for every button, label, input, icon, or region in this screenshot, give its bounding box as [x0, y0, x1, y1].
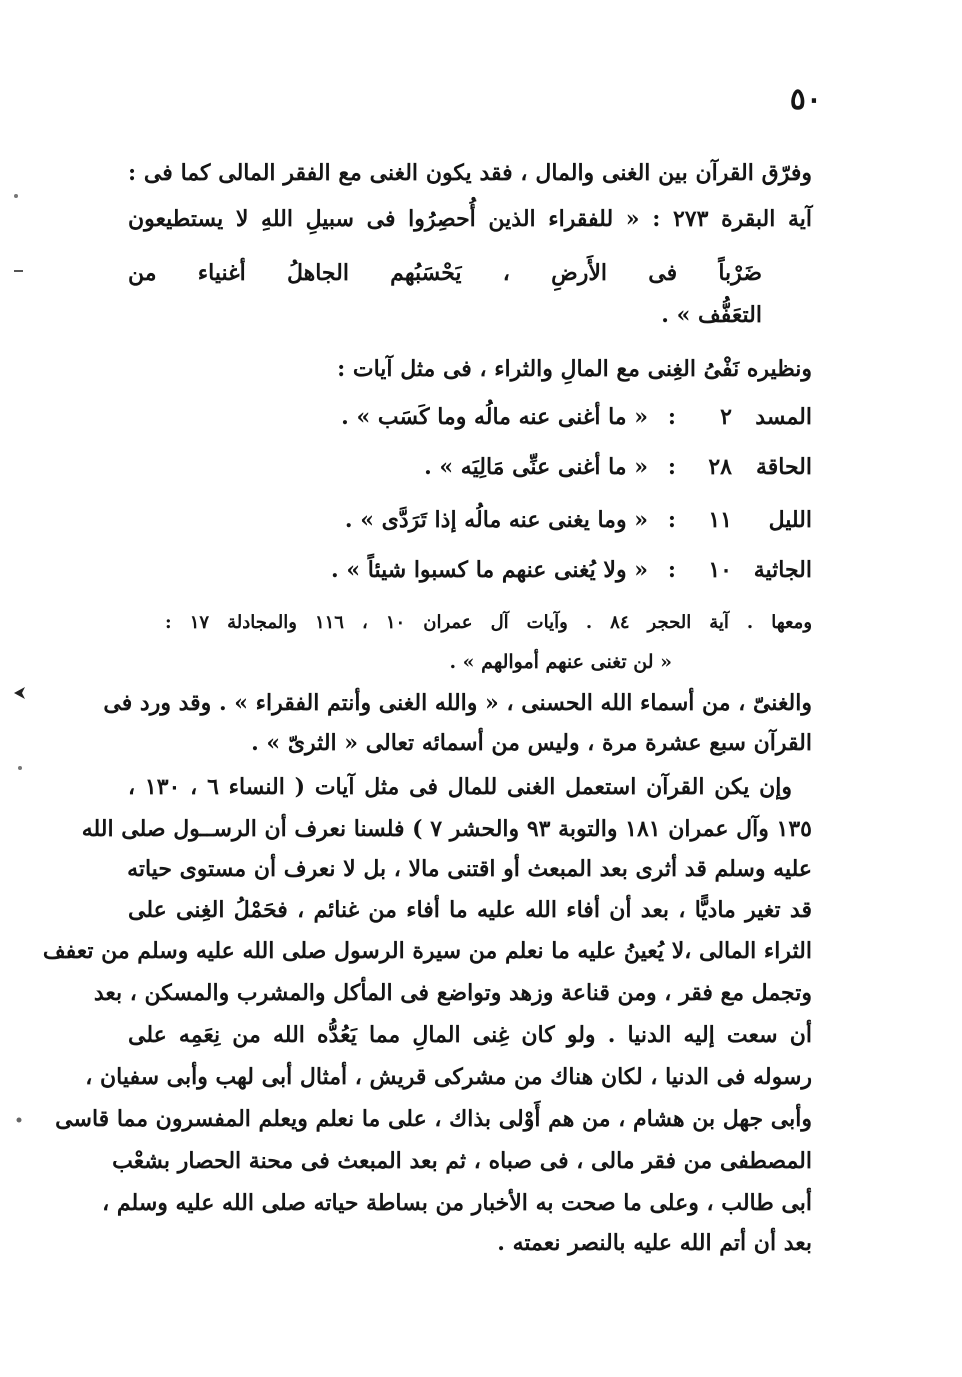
verse-text: « ما أغنى عنه مالُه وما كَسَب » .	[341, 404, 648, 430]
text-line-2: آية البقرة ٢٧٣ : « للفقراء الذين أُحصِرُوا فى سبيلِ اللهِ لا يستطيعون	[128, 206, 812, 232]
verse-row-layl	[172, 503, 812, 543]
verse-row-jathiya	[172, 553, 812, 593]
text-line-11: ١٣٥ وآل عمران ١٨١ والتوبة ٩٣ والحشر ٧ ) فلسنا نعرف أن الرســول صلى الله	[81, 816, 812, 842]
text-line-17: رسوله فى الدنيا ، لكان هناك من مشركى قريش ، أمثال أبى لهب وأبى سفيان ،	[85, 1064, 812, 1090]
text-line-12: عليه وسلم قد أثرى بعد المبعث أو اقتنى مالا ، بل لا نعرف أن مستوى حياته	[127, 856, 812, 882]
verse-text: « ولا يُغنى عنهم ما كسبوا شيئاً » .	[331, 557, 648, 583]
verse-text: « وما يغنى عنه مالُه إذا تَرَدَّى » .	[344, 507, 648, 533]
text-line-5: ونظيره نَفْىُ الغِنى مع المالِ والثراء ، فى مثل آيات :	[337, 356, 812, 382]
verse-number: ٢	[720, 404, 732, 430]
text-line-13: قد تغير ماديًّا ، بعد أن أفاء الله عليه ما أفاء من غنائم ، فحَمْلُ الغِنى على	[128, 897, 812, 923]
text-line-18: وأبى جهل بن هشام ، من هم أَوْلى بذاك ، على ما نعلم ويعلم المفسرون مما قاسى	[55, 1106, 812, 1132]
verse-number: ١١	[708, 507, 732, 533]
verse-text: « ما أغنى عنِّى مَالِيَه » .	[424, 454, 648, 480]
margin-speck-icon	[14, 1114, 24, 1126]
text-line-7: « لن تغنى عنهم أموالهم » .	[449, 651, 672, 673]
text-line-19: المصطفى من فقر مالى ، فى صباه ، ثم بعد المبعث فى محنة الحصار بشعْب	[112, 1148, 812, 1174]
verse-number: ٢٨	[708, 454, 732, 480]
margin-speck-icon	[12, 192, 22, 200]
verse-row-masad	[172, 400, 812, 440]
margin-dash-icon	[14, 268, 24, 274]
text-line-15: وتجمل مع فقر ، ومن قناعة وزهد وتواضع فى المأكل والمشرب والمسكن ، بعد	[93, 980, 812, 1006]
text-line-21: بعد أن أتم الله عليه بالنصر نعمته .	[497, 1230, 812, 1256]
verse-number: ١٠	[708, 557, 732, 583]
text-line-10: وإن يكن القرآن استعمل الغنى للمال فى مثل آيات ( النساء ٦ ، ١٣٠ ،	[128, 774, 793, 800]
verse-row-haqqa	[172, 450, 812, 490]
text-line-8: والغنىّ ، من أسماء الله الحسنى ، « والله الغنى وأنتم الفقراء » . وقد ورد فى	[103, 690, 812, 716]
text-line-16: أن سعت إليه الدنيا . ولو كان غِنى المالِ مما يَعُدُّه الله من نِعَمِه على	[128, 1022, 812, 1048]
quran-quote-line-2: التعَفُّف » .	[661, 302, 762, 328]
margin-arrow-icon	[12, 685, 26, 701]
page-number: ٥٠	[789, 82, 822, 117]
verse-separator: :	[667, 557, 676, 583]
text-line-20: أبى طالب ، وعلى ما صحت به الأخبار من بساطة حياته صلى الله عليه وسلم ،	[102, 1190, 812, 1216]
margin-speck-icon	[16, 764, 26, 772]
verse-sura: المسد	[755, 404, 812, 430]
verse-sura: الليل	[768, 507, 812, 533]
quran-quote-line-1: ضَرْباً فى الأَرضِ ، يَحْسَبُهم الجاهلُ أغنياء من	[128, 260, 762, 286]
text-line-6: ومعها . آية الحجر ٨٤ . وآيات آل عمران ١٠ ، ١١٦ والمجادلة ١٧ :	[165, 612, 813, 633]
verse-separator: :	[667, 404, 676, 430]
text-line-14: الثراء المالى ،لا يُعينُ عليه ما نعلم من سيرة الرسول صلى الله عليه وسلم من تعفف	[42, 938, 812, 964]
verse-separator: :	[667, 507, 676, 533]
verse-sura: الحاقة	[755, 454, 812, 480]
verse-separator: :	[667, 454, 676, 480]
verse-sura: الجاثية	[753, 557, 812, 583]
text-line-1: وفرّق القرآن بين الغنى والمال ، فقد يكون الغنى مع الفقر المالى كما فى :	[128, 160, 812, 186]
text-line-9: القرآن سبع عشرة مرة ، وليس من أسمائه تعالى « الثرىّ » .	[251, 730, 812, 756]
